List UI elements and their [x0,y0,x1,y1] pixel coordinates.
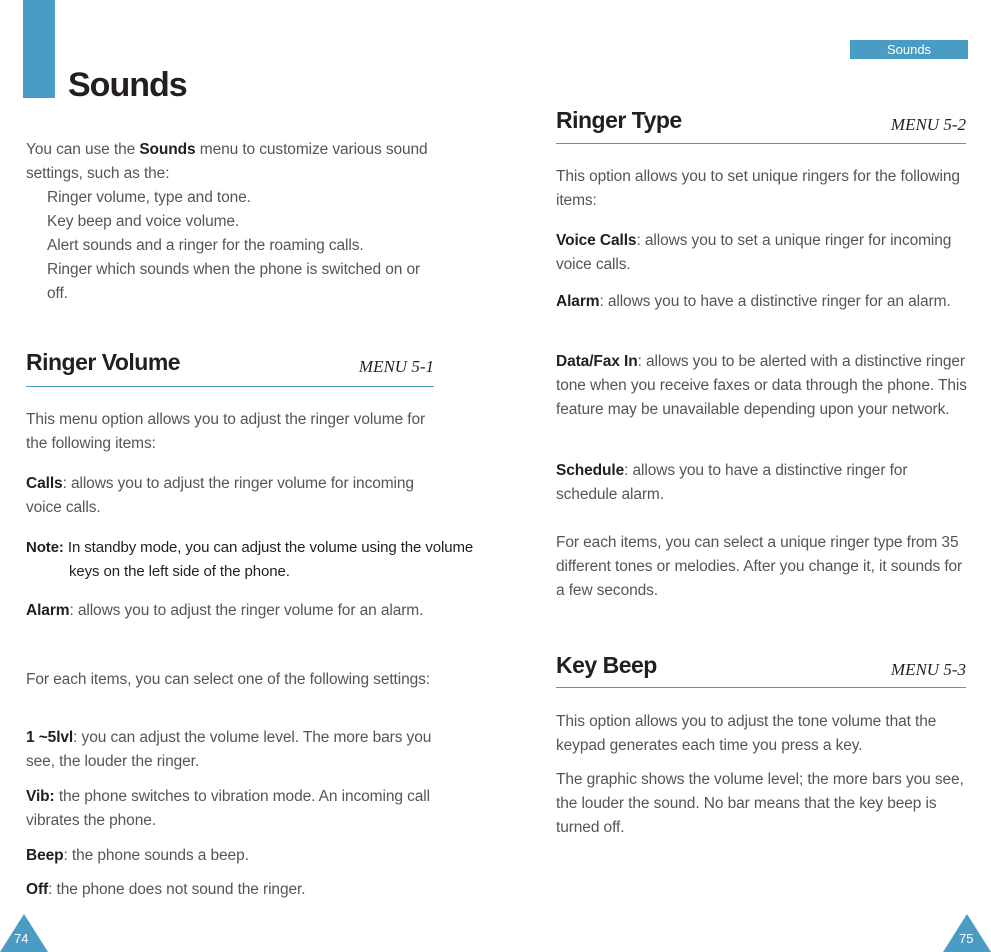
bullet-item: Key beep and voice volume. [47,213,240,230]
bullet-item: Ringer which sounds when the phone is switched on or off. [47,261,421,302]
item-alarm: Alarm: allows you to have a distinctive ringer for an alarm. [556,293,951,310]
menu-number: MENU 5-3 [890,660,966,679]
item-calls: Calls: allows you to adjust the ringer volume for incoming voice calls. [26,475,414,516]
page-number: 75 [959,931,974,946]
item-voice-calls: Voice Calls: allows you to set a unique ringer for incoming voice calls. [556,232,952,273]
paragraph: This option allows you to adjust the tone volume that the keypad generates each time you press a key. [556,713,937,754]
paragraph: For each items, you can select a unique ringer type from 35 different tones or melodies. After you change it, it sounds for a few seconds. [556,534,963,599]
divider [556,687,966,688]
intro-paragraph: You can use the Sounds menu to customize various sound settings, such as the: Ringer volume, type and tone. Key beep and voice volume. Alert sounds and a ringer for the roaming calls. Ringer which sounds when the phone is switched on or off. [26,138,438,306]
bullet-item: Alert sounds and a ringer for the roaming calls. [47,237,364,254]
item-data-fax: Data/Fax In: allows you to be alerted with a distinctive ringer tone when you receive faxes or data through the phone. This feature may be unavailable depending upon your network. [556,353,967,418]
divider [556,143,966,144]
bullet-item: Ringer volume, type and tone. [47,189,251,206]
section-tag: Sounds [850,40,968,59]
paragraph: This option allows you to set unique ringers for the following items: [556,168,960,209]
page-title: Sounds [68,66,187,104]
menu-number: MENU 5-1 [358,357,434,376]
item-beep: Beep: the phone sounds a beep. [26,847,249,864]
section-heading-ringer-volume: Ringer Volume [26,349,181,375]
note: Note: In standby mode, you can adjust the volume using the volume keys on the left side of the phone. [26,539,474,580]
paragraph: This menu option allows you to adjust the ringer volume for the following items: [26,411,426,452]
item-schedule: Schedule: allows you to have a distinctive ringer for schedule alarm. [556,462,908,503]
section-heading-ringer-type: Ringer Type [556,107,682,133]
section-heading-key-beep: Key Beep [556,652,657,678]
chapter-accent-bar [23,0,55,98]
item-level: 1 ~5lvl: you can adjust the volume level. The more bars you see, the louder the ringer. [26,729,432,770]
menu-number: MENU 5-2 [890,115,966,134]
paragraph: The graphic shows the volume level; the more bars you see, the louder the sound. No bar means that the key beep is turned off. [556,771,964,836]
item-alarm: Alarm: allows you to adjust the ringer volume for an alarm. [26,602,424,619]
item-vib: Vib: the phone switches to vibration mode. An incoming call vibrates the phone. [26,788,430,829]
divider [26,386,434,387]
paragraph: For each items, you can select one of the following settings: [26,671,431,688]
page-number: 74 [14,931,29,946]
item-off: Off: the phone does not sound the ringer. [26,881,306,898]
